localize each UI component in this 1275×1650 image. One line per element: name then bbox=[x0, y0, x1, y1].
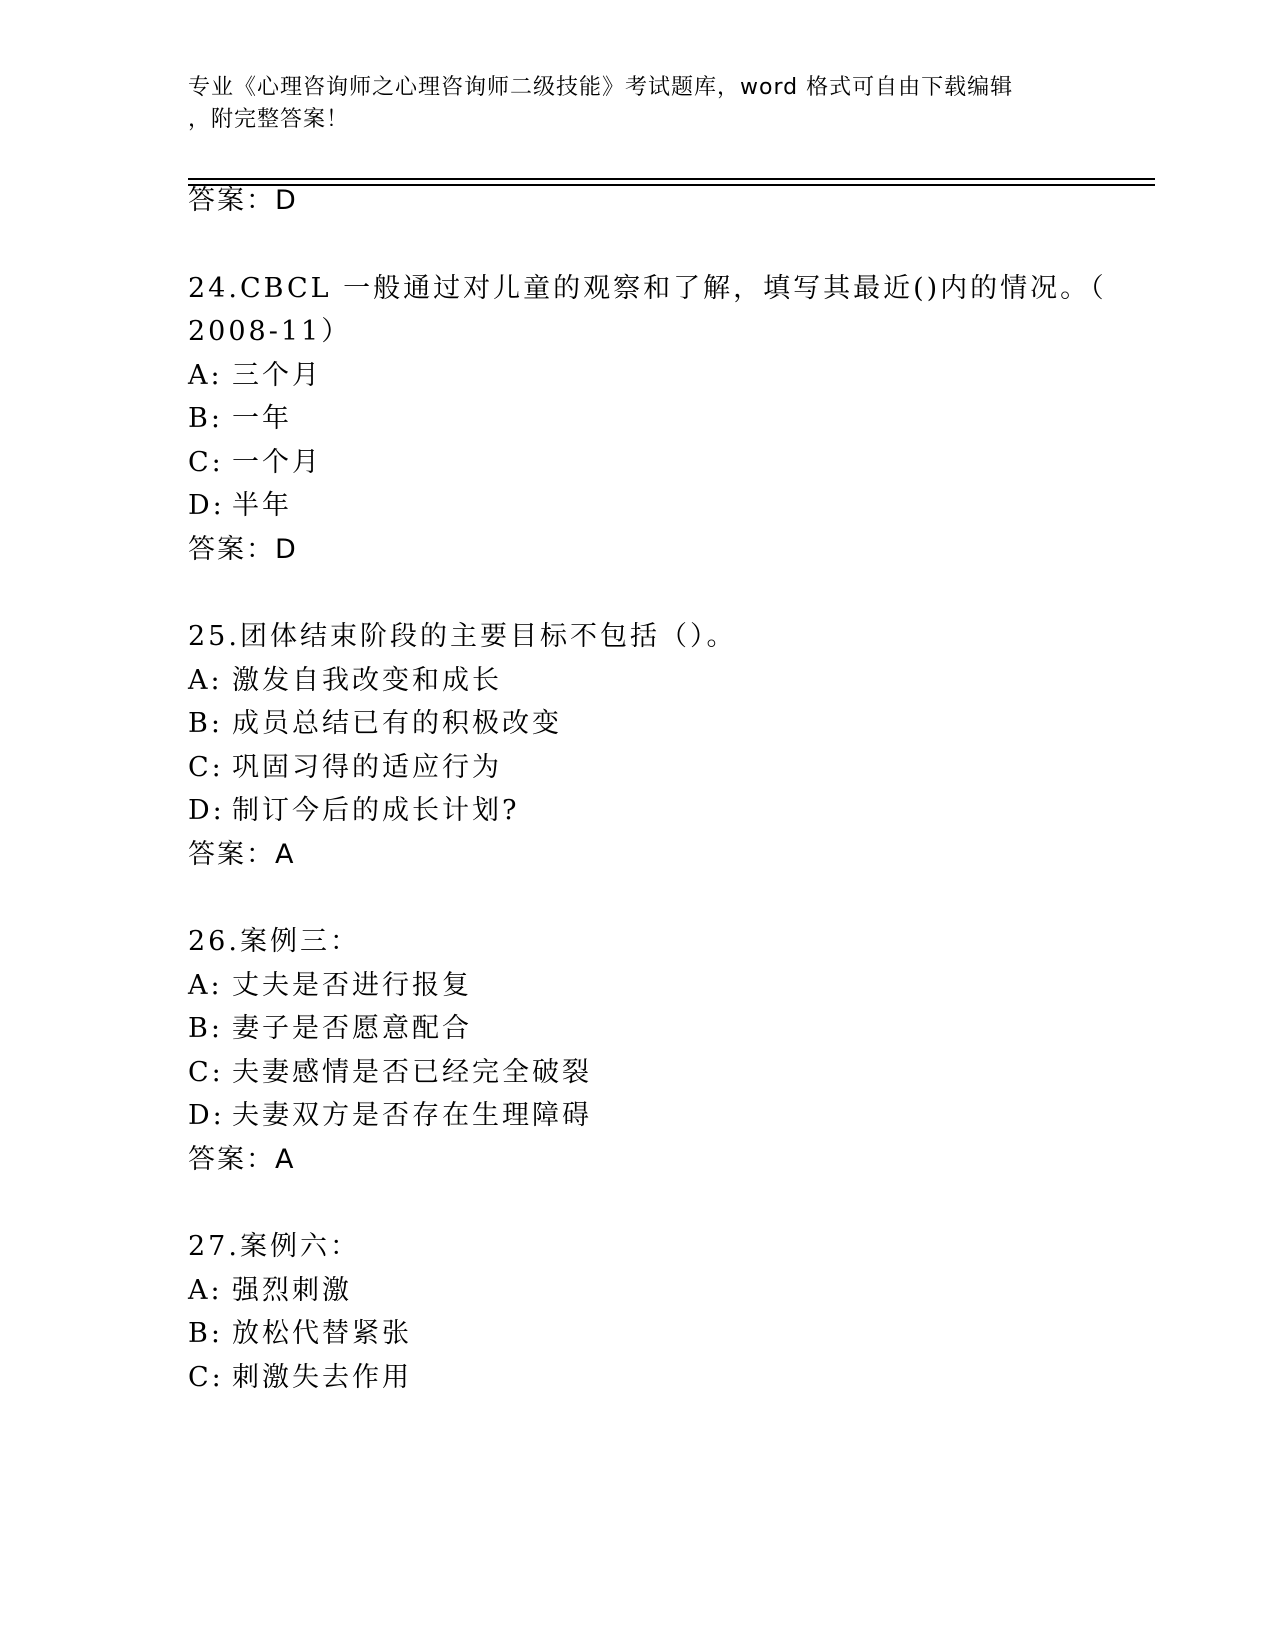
option-label: A: bbox=[188, 360, 223, 391]
question-24-option-d bbox=[188, 489, 292, 523]
option-label: B: bbox=[188, 708, 223, 739]
option-text: 成员总结已有的积极改变 bbox=[232, 708, 562, 739]
question-24-option-c bbox=[188, 446, 322, 480]
document-header bbox=[188, 72, 1068, 136]
question-26-option-c bbox=[188, 1056, 592, 1090]
option-text: 一个月 bbox=[232, 447, 322, 478]
question-24-stem-line-1: 24.CBCL 一般通过对儿童的观察和了解，填写其最近()内的情况。（ bbox=[188, 273, 1107, 304]
question-25-stem: 25.团体结束阶段的主要目标不包括（）。 bbox=[188, 621, 737, 652]
option-label: A: bbox=[188, 1275, 223, 1306]
question-24-option-b bbox=[188, 402, 292, 436]
question-27-option-b bbox=[188, 1317, 412, 1351]
header-divider-bottom bbox=[188, 184, 1155, 186]
option-label: D: bbox=[188, 490, 225, 521]
question-27-option-a bbox=[188, 1274, 352, 1308]
question-26-option-d bbox=[188, 1099, 592, 1133]
header-line-1: 专业《心理咨询师之心理咨询师二级技能》考试题库，word 格式可自由下载编辑 bbox=[188, 75, 1014, 100]
option-text: 半年 bbox=[232, 490, 292, 521]
option-label: C: bbox=[188, 1362, 224, 1393]
option-label: C: bbox=[188, 752, 224, 783]
question-24-option-a bbox=[188, 359, 322, 393]
option-label: D: bbox=[188, 795, 225, 826]
question-26-stem: 26.案例三： bbox=[188, 926, 360, 957]
header-line-2: ，附完整答案！ bbox=[188, 107, 350, 132]
option-text: 刺激失去作用 bbox=[232, 1362, 412, 1393]
question-27-option-c bbox=[188, 1361, 412, 1395]
option-text: 激发自我改变和成长 bbox=[232, 665, 502, 696]
option-label: B: bbox=[188, 403, 223, 434]
question-25-option-c bbox=[188, 751, 502, 785]
option-label: A: bbox=[188, 970, 223, 1001]
question-25-option-a bbox=[188, 664, 502, 698]
option-text: 丈夫是否进行报复 bbox=[232, 970, 472, 1001]
option-text: 巩固习得的适应行为 bbox=[232, 752, 502, 783]
option-text: 一年 bbox=[232, 403, 292, 434]
option-label: D: bbox=[188, 1100, 225, 1131]
option-text: 三个月 bbox=[232, 360, 322, 391]
question-26-answer: 答案：A bbox=[188, 1144, 296, 1175]
option-label: A: bbox=[188, 665, 223, 696]
question-24-answer: 答案：D bbox=[188, 534, 298, 565]
option-text: 妻子是否愿意配合 bbox=[232, 1013, 472, 1044]
option-label: B: bbox=[188, 1013, 223, 1044]
option-label: B: bbox=[188, 1318, 223, 1349]
option-text: 放松代替紧张 bbox=[232, 1318, 412, 1349]
question-25-option-b bbox=[188, 707, 562, 741]
option-text: 强烈刺激 bbox=[232, 1275, 352, 1306]
question-27-stem: 27.案例六： bbox=[188, 1231, 360, 1262]
question-26-option-b bbox=[188, 1012, 472, 1046]
option-text: 夫妻双方是否存在生理障碍 bbox=[232, 1100, 592, 1131]
option-text: 夫妻感情是否已经完全破裂 bbox=[232, 1057, 592, 1088]
option-text: 制订今后的成长计划? bbox=[232, 795, 520, 826]
answer-previous: 答案：D bbox=[188, 185, 298, 216]
header-divider-top bbox=[188, 178, 1155, 180]
question-25-answer: 答案：A bbox=[188, 839, 296, 870]
option-label: C: bbox=[188, 1057, 224, 1088]
question-26-option-a bbox=[188, 969, 472, 1003]
question-25-option-d bbox=[188, 794, 519, 828]
option-label: C: bbox=[188, 447, 224, 478]
question-24-stem-line-2: 2008-11） bbox=[188, 316, 352, 347]
